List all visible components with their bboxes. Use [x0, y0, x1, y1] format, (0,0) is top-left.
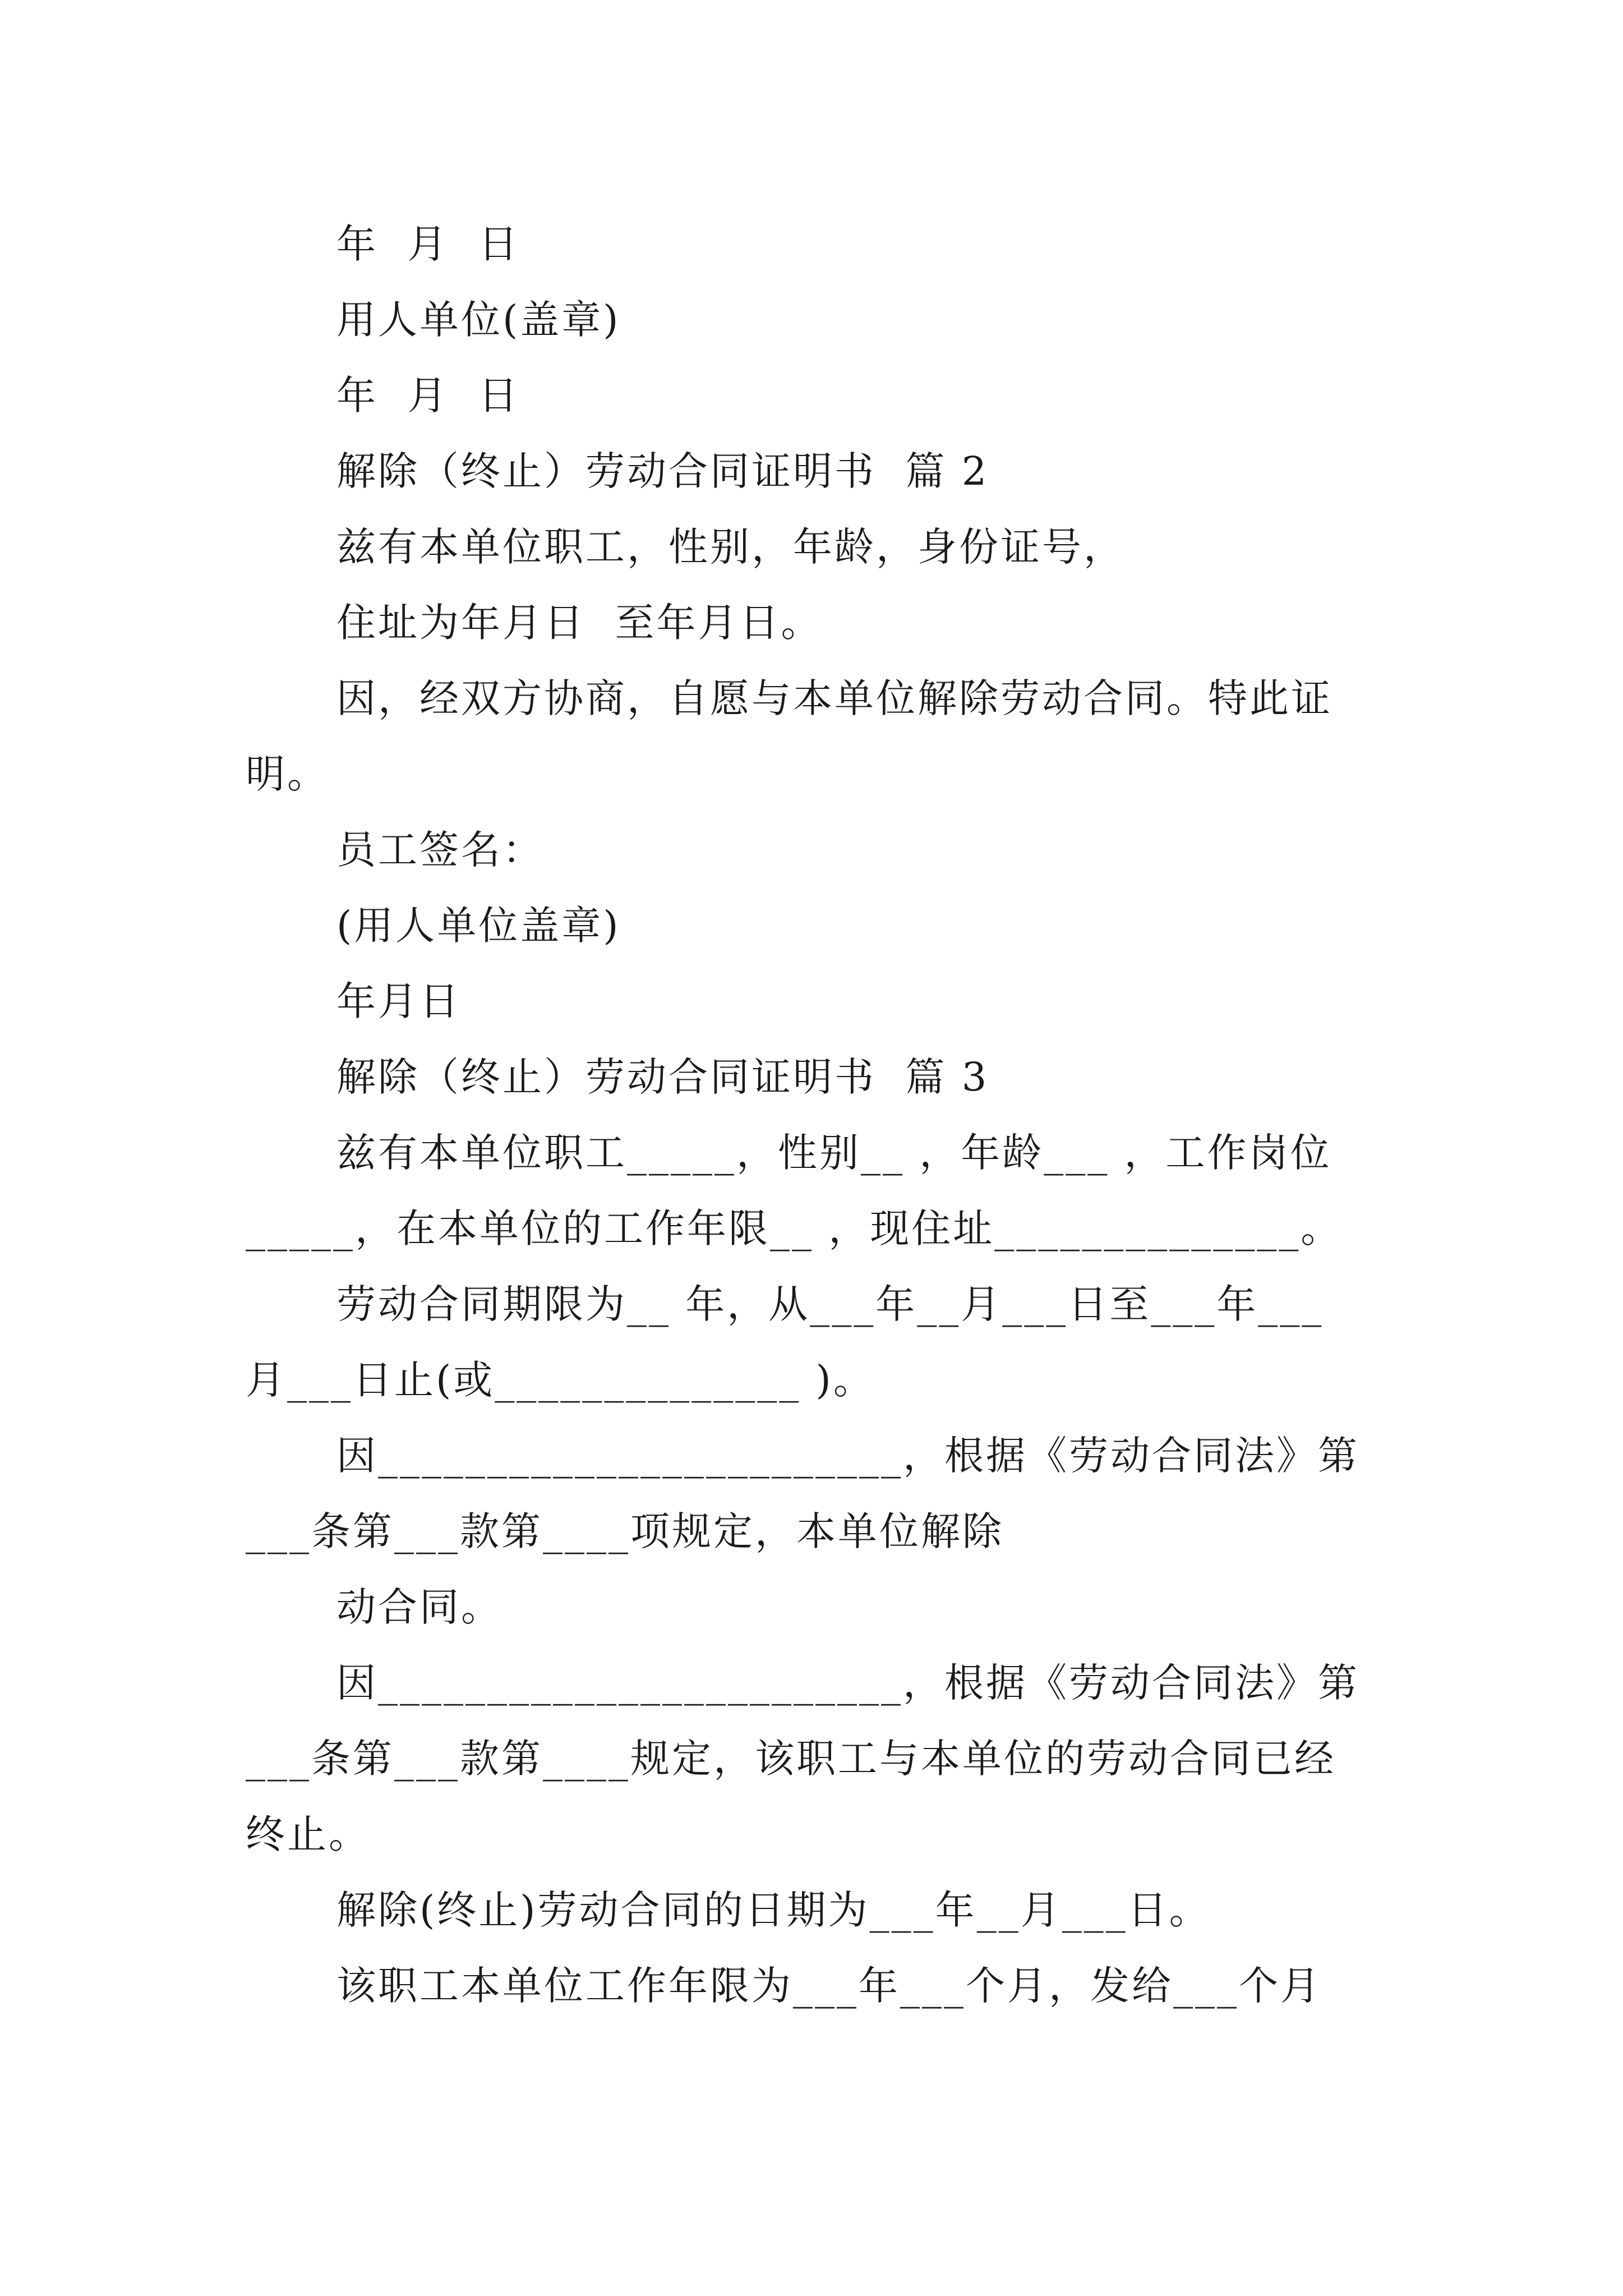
paragraph-line: 动合同。	[336, 1584, 502, 1630]
section-heading: 解除（终止）劳动合同证明书 篇 3	[336, 1054, 989, 1100]
paragraph-line: 因________________________，根据《劳动合同法》第	[336, 1660, 1359, 1706]
paragraph-line: 该职工本单位工作年限为___年___个月，发给___个月	[336, 1963, 1322, 2009]
date-line: 年 月 日	[336, 221, 520, 267]
paragraph-line: _____，在本单位的工作年限__ ，现住址______________。	[246, 1205, 1343, 1251]
paragraph-line: 因，经双方协商，自愿与本单位解除劳动合同。特此证	[336, 675, 1332, 721]
paragraph-line: 解除(终止)劳动合同的日期为___年__月___日。	[336, 1887, 1211, 1933]
paragraph-line: ___条第___款第____项规定，本单位解除	[246, 1508, 1004, 1554]
section-heading: 解除（终止）劳动合同证明书 篇 2	[336, 448, 989, 494]
paragraph-line: ___条第___款第____规定，该职工与本单位的劳动合同已经	[246, 1736, 1336, 1782]
paragraph-line: 劳动合同期限为__ 年，从___年__月___日至___年___	[336, 1281, 1324, 1327]
date-line: 年月日	[336, 978, 461, 1024]
paragraph-line: 月___日止(或______________ )。	[246, 1357, 875, 1403]
employer-seal-line: 用人单位(盖章)	[336, 297, 621, 343]
employee-signature-line: 员工签名：	[336, 827, 544, 873]
employer-seal-line: (用人单位盖章)	[336, 903, 621, 949]
paragraph-line: 兹有本单位职工_____，性别__ ，年龄___ ，工作岗位	[336, 1130, 1332, 1176]
paragraph-line: 因________________________，根据《劳动合同法》第	[336, 1433, 1359, 1479]
date-line: 年 月 日	[336, 372, 520, 418]
paragraph-line: 住址为年月日 至年月日。	[336, 600, 823, 646]
paragraph-line: 终止。	[246, 1811, 370, 1857]
paragraph-line: 兹有本单位职工，性别，年龄，身份证号，	[336, 524, 1125, 570]
paragraph-line: 明。	[246, 751, 329, 797]
